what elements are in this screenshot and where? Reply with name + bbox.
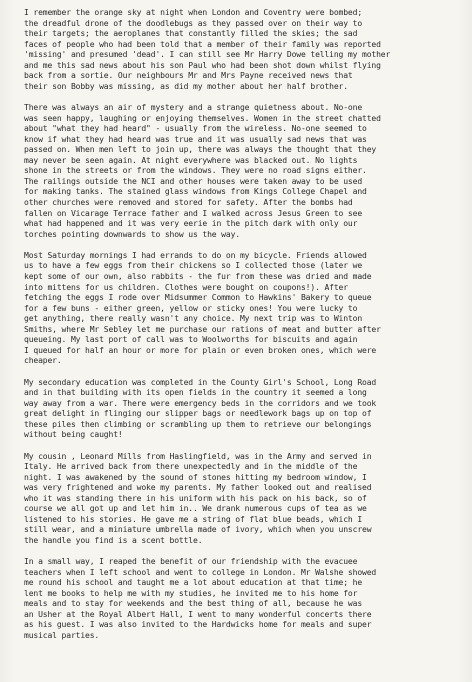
text-line: great delight in flinging our slipper bags or needlework bags up on top of — [24, 409, 372, 419]
paragraph-evacuee-teachers — [24, 557, 466, 641]
text-line: listened to his stories. He gave me a string of flat blue beads, which I — [24, 514, 363, 524]
text-line: these piles then climbing or scrambling up them to retrieve our belongings — [24, 419, 372, 429]
paragraph-saturday-errands — [24, 251, 466, 367]
text-line: There was always an air of mystery and a strange quietness about. No-one — [24, 103, 363, 113]
text-line: The railings outside the NCI and other houses were taken away to be used — [24, 176, 363, 186]
text-line: I queued for half an hour or more for plain or even broken ones, which were — [24, 345, 377, 355]
text-line: night. I was awakened by the sound of stones hitting my bedroom window, I — [24, 472, 367, 482]
text-line: their son Bobby was missing, as did my mother about her half brother. — [24, 81, 348, 91]
text-line: the handle you find is a scent bottle. — [24, 535, 203, 545]
text-line: other churches were removed and stored for safety. After the bombs had — [24, 197, 353, 207]
text-line: the dreadful drone of the doodlebugs as they passed over on their way to — [24, 18, 363, 28]
text-line: without being caught! — [24, 430, 123, 440]
document-text — [24, 8, 466, 652]
text-line: My cousin , Leonard Mills from Haslingfield, was in the Army and served in — [24, 451, 372, 461]
text-line: and me this sad news about his son Paul who had been shot down whilst flying — [24, 60, 381, 70]
text-line: me round his school and taught me a lot about education at that time; he — [24, 578, 363, 588]
text-line: faces of people who had been told that a member of their family was reported — [24, 39, 381, 49]
text-line: shone in the streets or from the windows. They were no road signs either. — [24, 166, 367, 176]
text-line: their targets; the aeroplanes that constantly filled the skies; the sad — [24, 29, 358, 39]
text-line: an Usher at the Royal Albert Hall, I went to many wonderful concerts there — [24, 609, 372, 619]
text-line: Smiths, where Mr Sebley let me purchase our rations of meat and butter after — [24, 324, 381, 334]
text-line: may never be seen again. At night everywhere was blacked out. No lights — [24, 155, 358, 165]
text-line: as his guest. I was also invited to the Hardwicks home for meals and super — [24, 620, 372, 630]
text-line: musical parties. — [24, 630, 100, 640]
text-line: who it was standing there in his uniform with his pack on his back, so of — [24, 493, 367, 503]
text-line: was very frightened and woke my parents. My father looked out and realised — [24, 483, 372, 493]
paragraph-air-raids — [24, 8, 466, 92]
text-line: torches pointing downwards to show us the way. — [24, 229, 240, 239]
text-line: Italy. He arrived back from there unexpectedly and in the middle of the — [24, 462, 358, 472]
text-line: for a few buns - either green, yellow or sticky ones! You were lucky to — [24, 303, 358, 313]
text-line: us to have a few eggs from their chickens so I collected those (later we — [24, 261, 363, 271]
text-line: teachers when I left school and went to college in London. Mr Walshe showed — [24, 567, 377, 577]
text-line: cheaper. — [24, 356, 62, 366]
text-line: way away from a war. There were emergency beds in the corridors and we took — [24, 398, 377, 408]
text-line: meals and to stay for weekends and the best thing of all, because he was — [24, 599, 363, 609]
text-line: was seen happy, laughing or enjoying themselves. Women in the street chatted — [24, 113, 381, 123]
text-line: fetching the eggs I rode over Midsummer Common to Hawkins' Bakery to queue — [24, 293, 372, 303]
text-line: and in that building with its open fields in the country it seemed a long — [24, 388, 367, 398]
paragraph-secondary-school — [24, 378, 466, 441]
paragraph-wartime-mystery — [24, 103, 466, 240]
text-line: kept some of our own, also rabbits - the fur from these was dried and made — [24, 271, 372, 281]
text-line: into mittens for us children. Clothes were bought on coupons!). After — [24, 282, 348, 292]
text-line: still wear, and a miniature umbrella made of ivory, which when you unscrew — [24, 525, 372, 535]
text-line: fallen on Vicarage Terrace father and I walked across Jesus Green to see — [24, 208, 363, 218]
text-line: My secondary education was completed in the County Girl's School, Long Road — [24, 377, 377, 387]
text-line: passed on. When men left to join up, there was always the thought that they — [24, 145, 377, 155]
text-line: Most Saturday mornings I had errands to do on my bicycle. Friends allowed — [24, 250, 367, 260]
text-line: back from a sortie. Our neighbours Mr and Mrs Payne received news that — [24, 71, 353, 81]
text-line: I remember the orange sky at night when London and Coventry were bombed; — [24, 8, 363, 17]
text-line: lent me books to help me with my studies, he invited me to his home for — [24, 588, 358, 598]
text-line: for making tanks. The stained glass windows from Kings College Chapel and — [24, 187, 367, 197]
text-line: 'missing' and presumed 'dead'. I can still see Mr Harry Dowe telling my mother — [24, 50, 391, 60]
text-line: In a small way, I reaped the benefit of our friendship with the evacuee — [24, 557, 358, 567]
text-line: about "what they had heard" - usually from the wireless. No-one seemed to — [24, 124, 367, 134]
text-line: what had happened and it was very eerie in the pitch dark with only our — [24, 219, 358, 229]
text-line: queueing. My last port of call was to Woolworths for biscuits and again — [24, 335, 358, 345]
paragraph-cousin-leonard — [24, 452, 466, 547]
text-line: know if what they had heard was true and it was usually sad news that was — [24, 134, 367, 144]
text-line: get anything, there really wasn't any choice. My next trip was to Winton — [24, 314, 363, 324]
text-line: course we all got up and let him in.. We drank numerous cups of tea as we — [24, 504, 367, 514]
